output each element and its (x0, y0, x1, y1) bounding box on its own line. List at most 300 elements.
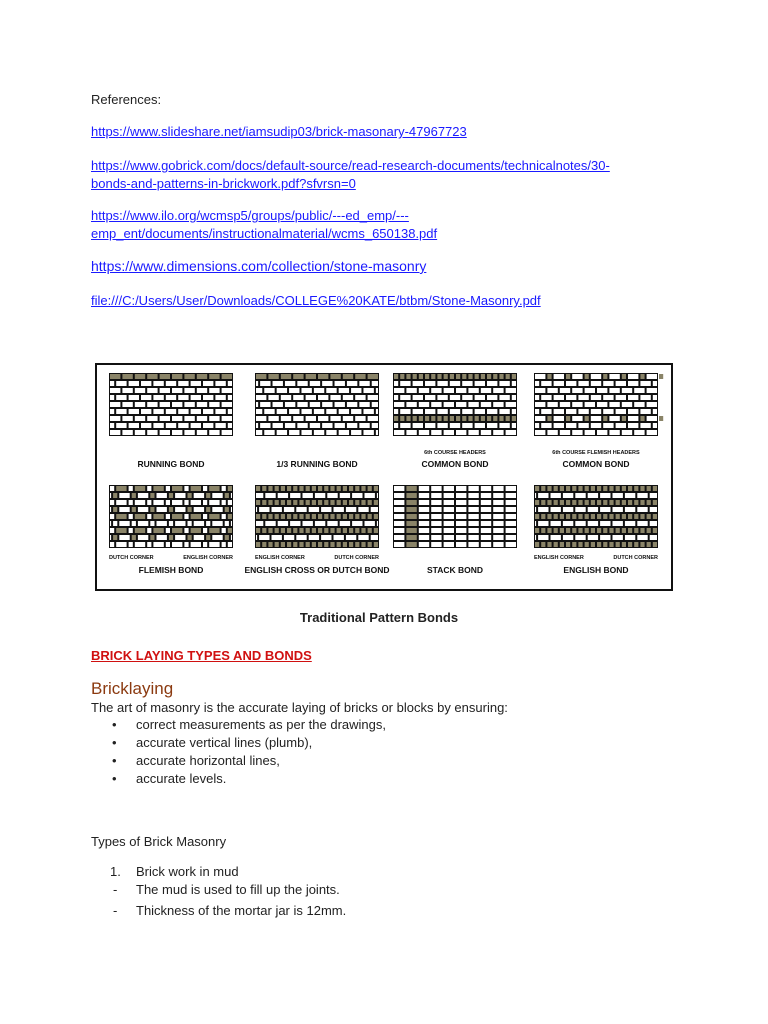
brick (110, 521, 111, 526)
brick (622, 388, 632, 393)
brick (330, 416, 340, 421)
brick (634, 542, 638, 547)
bullet-icon: • (112, 771, 117, 786)
brick (222, 374, 232, 379)
brick (588, 493, 598, 498)
brick (306, 528, 310, 533)
brick (287, 514, 291, 519)
brick (653, 528, 657, 533)
brick (468, 500, 478, 505)
brick (493, 430, 503, 435)
brick (591, 500, 595, 505)
brick (444, 507, 454, 512)
brick (228, 514, 232, 519)
brick (431, 521, 441, 526)
brick (535, 514, 539, 519)
brick (560, 542, 564, 547)
brick (551, 535, 561, 540)
brick (659, 374, 663, 379)
brick (444, 542, 454, 547)
brick (299, 486, 303, 491)
brick (647, 514, 651, 519)
brick (444, 388, 454, 393)
brick (147, 514, 151, 519)
brick (406, 528, 416, 533)
brick (622, 500, 626, 505)
brick (566, 500, 570, 505)
brick (147, 402, 157, 407)
section-title[interactable]: BRICK LAYING TYPES AND BONDS (91, 648, 312, 663)
brick (613, 521, 623, 526)
brick (228, 486, 232, 491)
list-item: • accurate horizontal lines, (112, 753, 280, 768)
brick (628, 416, 638, 421)
brick (368, 514, 372, 519)
brick (160, 374, 170, 379)
brick (327, 521, 337, 526)
brick (603, 395, 613, 400)
brick (113, 507, 117, 512)
bond-panel (109, 485, 233, 575)
brick (560, 388, 570, 393)
brick (600, 535, 610, 540)
brick (444, 493, 454, 498)
brick (343, 542, 347, 547)
brick (153, 395, 163, 400)
brick (554, 395, 564, 400)
brick (468, 535, 478, 540)
brick (281, 542, 285, 547)
brick (222, 486, 226, 491)
bond-panel (534, 373, 671, 469)
reference-link-slideshare[interactable]: https://www.slideshare.net/iamsudip03/brick-masonary-47967723 (91, 124, 467, 139)
brick (147, 416, 157, 421)
brick (355, 500, 359, 505)
brick (566, 514, 570, 519)
brick (110, 423, 114, 428)
brick (603, 528, 607, 533)
brick (110, 409, 114, 414)
brick (425, 381, 435, 386)
brick (326, 409, 336, 414)
brick (110, 374, 120, 379)
brick (547, 514, 551, 519)
brick (374, 514, 378, 519)
brick (343, 514, 347, 519)
brick (535, 395, 539, 400)
brick (184, 542, 188, 547)
brick (231, 507, 232, 512)
brick (122, 374, 132, 379)
brick (268, 486, 272, 491)
brick (600, 521, 610, 526)
brick (625, 507, 635, 512)
brick (268, 528, 272, 533)
brick (326, 388, 336, 393)
brick (138, 521, 148, 526)
brick (361, 500, 365, 505)
brick (538, 535, 548, 540)
brick (343, 395, 353, 400)
brick (547, 374, 551, 379)
brick (406, 521, 416, 526)
brick (640, 395, 650, 400)
brick (468, 402, 478, 407)
brick (285, 423, 295, 428)
brick (157, 507, 167, 512)
reference-link-local-file[interactable]: file:///C:/Users/User/Downloads/COLLEGE%20KATE/btbm/Stone-Masonry.pdf (91, 293, 541, 308)
brick (400, 395, 410, 400)
brick (591, 514, 595, 519)
brick (361, 486, 365, 491)
brick (575, 493, 585, 498)
brick (506, 521, 516, 526)
brick (419, 528, 429, 533)
brick (376, 388, 378, 393)
corner-note: DUTCH CORNER (613, 555, 658, 561)
brick (368, 528, 372, 533)
brick (116, 542, 126, 547)
brick (212, 507, 222, 512)
brick (178, 409, 188, 414)
brick (228, 381, 232, 386)
brick (365, 521, 375, 526)
brick (493, 514, 503, 519)
brick (281, 486, 285, 491)
brick (450, 409, 460, 414)
brick (310, 381, 320, 386)
brick (609, 514, 613, 519)
brick (653, 381, 657, 386)
brick (358, 535, 368, 540)
brick (481, 514, 491, 519)
brick (368, 486, 372, 491)
brick (609, 542, 613, 547)
brick (481, 521, 491, 526)
brick (116, 423, 126, 428)
brick (462, 409, 472, 414)
brick (597, 486, 601, 491)
brick (493, 542, 503, 547)
brick (591, 409, 601, 414)
brick (113, 493, 117, 498)
brick (647, 402, 657, 407)
brick (444, 535, 454, 540)
brick (506, 388, 516, 393)
brick (110, 416, 120, 421)
brick (535, 500, 539, 505)
brick (634, 388, 644, 393)
brick (560, 430, 570, 435)
brick (262, 528, 266, 533)
brick (431, 500, 441, 505)
brick (337, 514, 341, 519)
brick (493, 521, 503, 526)
brick (487, 423, 497, 428)
brick (622, 374, 626, 379)
brick (166, 542, 170, 547)
brick (462, 416, 466, 421)
brick (585, 416, 589, 421)
brick (209, 388, 219, 393)
brick (178, 395, 188, 400)
brick (591, 542, 595, 547)
brick (281, 374, 291, 379)
brick (603, 416, 607, 421)
brick (225, 521, 229, 526)
brick (297, 423, 307, 428)
bullet-icon: • (112, 753, 117, 768)
brick (355, 528, 359, 533)
brick (273, 402, 283, 407)
brick (622, 514, 626, 519)
brick (468, 493, 478, 498)
brick (132, 535, 136, 540)
brick (351, 430, 361, 435)
brick (637, 521, 647, 526)
brick (406, 514, 416, 519)
brick (264, 430, 274, 435)
brick (318, 514, 322, 519)
brick (278, 521, 288, 526)
brick (616, 395, 626, 400)
brick (419, 535, 429, 540)
brick (212, 535, 222, 540)
types-title: Types of Brick Masonry (91, 834, 227, 849)
brick (256, 388, 262, 393)
brick (301, 409, 311, 414)
brick (135, 500, 145, 505)
brick (153, 409, 163, 414)
brick (419, 493, 429, 498)
brick (256, 528, 260, 533)
list-item: • correct measurements as per the drawings, (112, 717, 386, 732)
brick (268, 514, 272, 519)
brick (334, 535, 344, 540)
brick (506, 430, 516, 435)
brick (306, 486, 310, 491)
brick (499, 381, 509, 386)
brick (499, 374, 503, 379)
brick (289, 430, 299, 435)
brick (572, 388, 582, 393)
brick (603, 500, 607, 505)
brick (431, 486, 441, 491)
brick (512, 416, 516, 421)
brick (554, 486, 558, 491)
brick (456, 430, 466, 435)
brick (634, 528, 638, 533)
brick (358, 507, 368, 512)
brick (566, 381, 576, 386)
brick (314, 409, 324, 414)
brick (122, 402, 132, 407)
brick (653, 486, 657, 491)
brick (506, 500, 516, 505)
brick (637, 535, 647, 540)
brick (293, 514, 297, 519)
brick (591, 486, 595, 491)
brick (394, 381, 398, 386)
brick (194, 493, 204, 498)
brick (456, 521, 466, 526)
brick (487, 381, 497, 386)
brick (191, 395, 201, 400)
brick (400, 416, 404, 421)
reference-link-dimensions[interactable]: https://www.dimensions.com/collection/stone-masonry (91, 258, 427, 274)
brick (228, 528, 232, 533)
brick (400, 381, 410, 386)
brick (157, 535, 167, 540)
brick (431, 507, 441, 512)
brick (659, 416, 663, 421)
pattern-bonds-figure (95, 363, 673, 591)
brick (347, 381, 357, 386)
brick (231, 493, 232, 498)
brick (575, 507, 585, 512)
brick (603, 381, 613, 386)
brick (203, 500, 207, 505)
brick (330, 486, 334, 491)
brick (281, 514, 285, 519)
brick (330, 395, 340, 400)
brick (361, 514, 365, 519)
brick (444, 416, 448, 421)
brick (262, 542, 266, 547)
brick (585, 388, 595, 393)
brick (468, 514, 478, 519)
brick (413, 395, 423, 400)
brick (215, 409, 225, 414)
brick (374, 500, 378, 505)
brick (597, 430, 607, 435)
brick (153, 381, 163, 386)
brick (335, 402, 345, 407)
brick (129, 500, 133, 505)
brick (444, 500, 454, 505)
brick (541, 528, 545, 533)
brick (578, 395, 588, 400)
brick (184, 416, 194, 421)
brick (431, 430, 441, 435)
brick (493, 388, 503, 393)
brick (628, 528, 632, 533)
brick (122, 430, 132, 435)
reference-link-ilo[interactable]: https://www.ilo.org/wcmsp5/groups/public/---ed_emp/--- emp_ent/documents/instructionalmaterial/wcms_650138.pdf (91, 208, 438, 241)
reference-link-gobrick[interactable]: https://www.gobrick.com/docs/default-source/read-research-documents/technicalnotes/30- bonds-and-patterns-in-brickwork.pdf?sfvrsn=0 (91, 158, 610, 191)
brick (616, 409, 626, 414)
brick (206, 535, 210, 540)
brick (394, 528, 404, 533)
brick (368, 542, 372, 547)
brick (256, 486, 260, 491)
brick (351, 388, 361, 393)
brick (153, 542, 163, 547)
brick (116, 395, 126, 400)
brick (194, 521, 204, 526)
brick (538, 493, 548, 498)
brick (578, 542, 582, 547)
brick (475, 395, 485, 400)
brick (289, 409, 299, 414)
brick (337, 500, 341, 505)
brick (116, 486, 126, 491)
brick (554, 416, 564, 421)
brick (535, 416, 545, 421)
brick (406, 500, 416, 505)
brick (456, 374, 460, 379)
brick (324, 514, 328, 519)
brick (413, 416, 417, 421)
brick (493, 416, 497, 421)
brick (628, 542, 632, 547)
brick (634, 430, 644, 435)
brick (585, 542, 589, 547)
brick (166, 395, 176, 400)
brick (203, 423, 213, 428)
brick (275, 486, 279, 491)
brick (365, 493, 375, 498)
brick (653, 542, 657, 547)
brick (506, 528, 516, 533)
brick (394, 402, 404, 407)
brick (425, 423, 435, 428)
brick (481, 388, 491, 393)
brick (609, 500, 613, 505)
brick (585, 514, 589, 519)
brick (273, 423, 283, 428)
brick (212, 493, 222, 498)
brick (160, 430, 170, 435)
brick (119, 507, 129, 512)
brick (228, 409, 232, 414)
brick (456, 528, 466, 533)
brick (374, 542, 378, 547)
brick (551, 507, 561, 512)
brick (209, 514, 219, 519)
brick (315, 521, 325, 526)
brick (512, 395, 516, 400)
bond-panel (255, 373, 379, 469)
brick (303, 521, 313, 526)
brick (493, 500, 503, 505)
brick (222, 402, 232, 407)
brick (264, 388, 274, 393)
brick (352, 521, 362, 526)
brick (184, 514, 188, 519)
brick (293, 374, 303, 379)
brick (622, 402, 632, 407)
brick (585, 374, 589, 379)
brick (225, 493, 229, 498)
brick (653, 514, 657, 519)
brick (175, 521, 185, 526)
brick (209, 486, 219, 491)
brick (318, 500, 322, 505)
brick (456, 402, 466, 407)
brick (444, 430, 454, 435)
brick (481, 500, 491, 505)
brick (110, 486, 114, 491)
brick (343, 528, 347, 533)
brick (406, 542, 416, 547)
brick (512, 423, 516, 428)
brick (191, 409, 201, 414)
brick (628, 395, 638, 400)
brick (554, 514, 558, 519)
brick (169, 521, 173, 526)
brick (132, 507, 136, 512)
